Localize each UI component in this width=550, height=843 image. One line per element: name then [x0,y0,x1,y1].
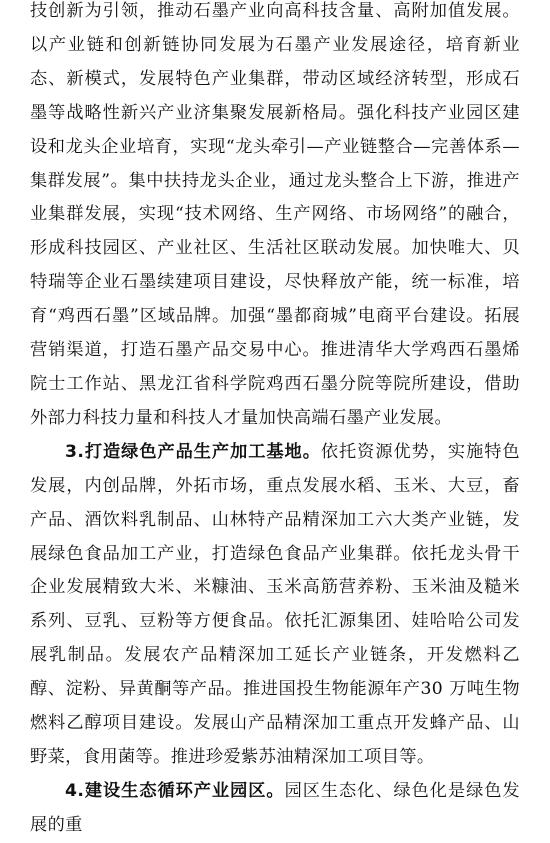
paragraph-green-products [30,436,520,775]
paragraph-eco-park [30,775,520,843]
paragraph-graphite-industry [30,0,520,436]
paragraph-text: 技创新为引领，推动石墨产业向高科技含量、高附加值发展。以产业链和创新链协同发展为石墨产业发展途径，培育新业态、新模式，发展特色产业集群，带动区域经济转型，形成石墨等战略性新兴产业济集聚发展新格局。强化科技产业园区建设和龙头企业培育，实现“龙头牵引—产业链整合—完善体系—集群发展”。集中扶持龙头企业，通过龙头整合上下游，推进产业集群发展，实现“技术网络、生产网络、市场网络”的融合，形成科技园区、产业社区、生活社区联动发展。加快唯大、贝特瑞等企业石墨续建项目建设，尽快释放产能，统一标准，培育“鸡西石墨”区域品牌。加强“墨都商城”电商平台建设。拓展营销渠道，打造石墨产品交易中心。推进清华大学鸡西石墨烯院士工作站、黑龙江省科学院鸡西石墨分院等院所建设，借助外部力科技力量和科技人才量加快高端石墨产业发展。 [30,1,520,428]
paragraph-text: 园区生态化、绿色化是绿色发展的重 [30,780,520,835]
paragraph-text: 依托资源优势，实施特色发展，内创品牌，外拓市场，重点发展水稻、玉米、大豆，畜产品、酒饮料乳制品、山林特产品精深加工六大类产业链，发展绿色食品加工产业，打造绿色食品产业集群。依托龙头骨干企业发展精致大米、米糠油、玉米高筋营养粉、玉米油及糙米系列、豆乳、豆粉等方便食品。依托汇源集团、娃哈哈公司发展乳制品。发展农产品精深加工延长产业链条，开发燃料乙醇、淀粉、异黄酮等产品。推进国投生物能源年产30 万吨生物燃料乙醇项目建设。发展山产品精深加工重点开发蜂产品、山野菜，食用菌等。推进珍爱紫苏油精深加工项目等。 [30,441,520,767]
section-heading-4: 4.建设生态循环产业园区。 [65,780,285,801]
section-heading-3: 3.打造绿色产品生产加工基地。 [65,441,321,462]
